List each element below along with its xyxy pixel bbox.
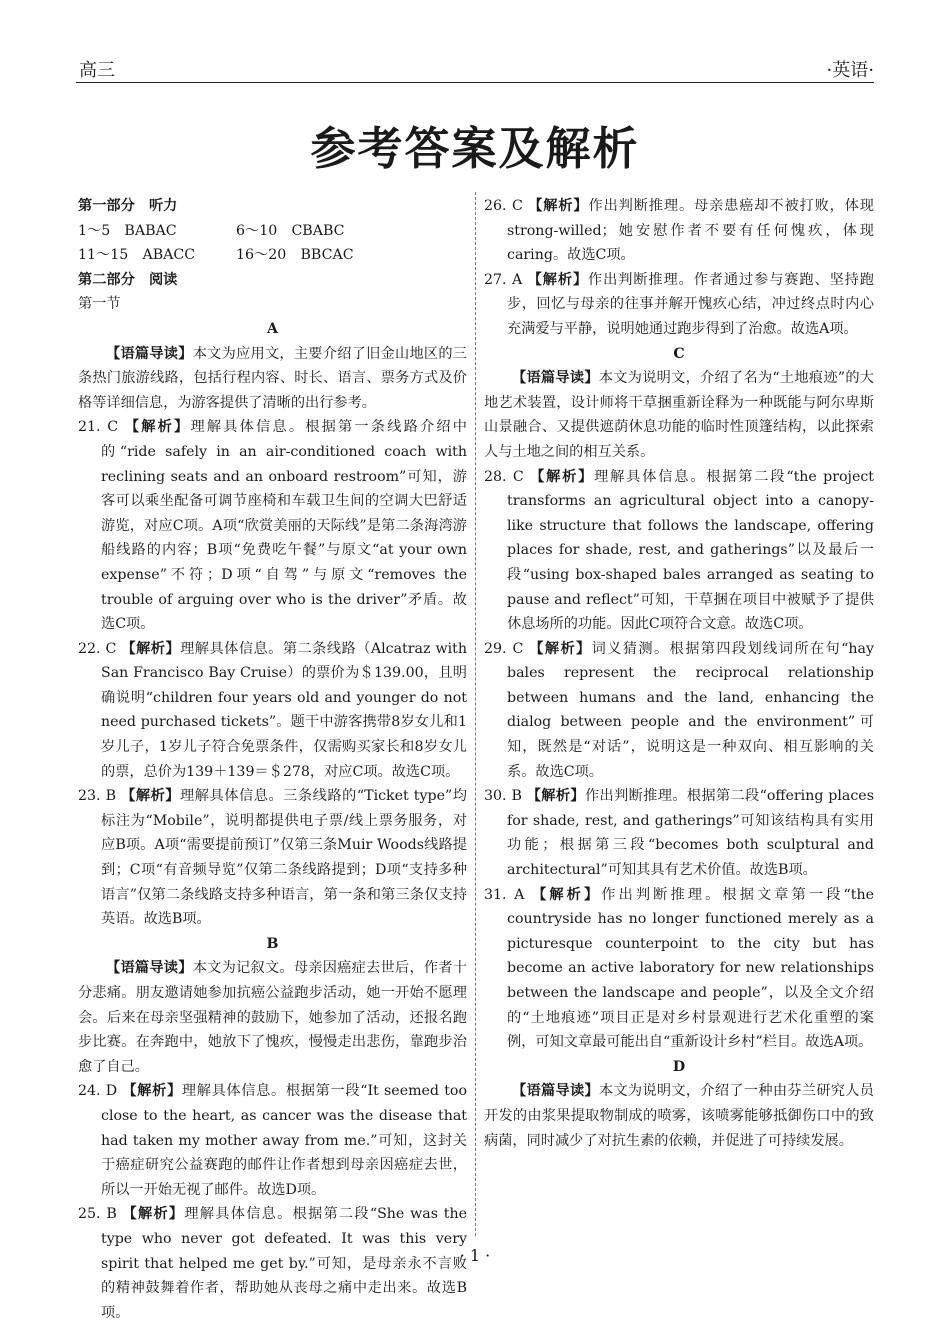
analysis-text: 作出判断推理。根据文章第一段“the countryside has no longer functioned merely as a picturesque counterpoint to the city but has become an active laboratory for new relationships between the landscape and people”，以及全文介绍的“土地痕迹”项目正是对乡村景观进行艺术化重塑的案例，可知文章最可能出自“重新设计乡村”栏目。故选A项。 [507, 886, 874, 1051]
question-24 [78, 1079, 467, 1202]
analysis-tag: 【解析】 [530, 468, 595, 485]
question-number: 22. C [78, 640, 117, 657]
answer-range: 6～10 CBABC [236, 222, 345, 239]
analysis-tag: 【解析】 [526, 788, 585, 805]
guide-tag: 【语篇导读】 [512, 1083, 599, 1100]
answer-range: 1～5 BABAC [78, 222, 177, 239]
guide-text: 本文为应用文，主要介绍了旧金山地区的三条热门旅游线路，包括行程内容、时长、语言、票务方式及价格等详细信息，为游客提供了清晰的出行参考。 [78, 345, 467, 411]
right-column [484, 194, 874, 1153]
analysis-tag: 【解析】 [122, 1206, 185, 1223]
analysis-tag: 【解析】 [529, 640, 592, 657]
analysis-tag: 【解析】 [122, 1083, 182, 1100]
section1-heading: 第一节 [78, 296, 121, 313]
column-divider [475, 192, 476, 1236]
question-30 [484, 784, 874, 882]
answer-range: 11～15 ABACC [78, 247, 196, 264]
question-number: 27. A [484, 271, 523, 288]
question-21 [78, 415, 467, 636]
analysis-text: 理解具体信息。根据第二段“the project transforms an agricultural object into a canopy-like structure that follows the landscape, offering places for shade, rest, and gatherings”以及最后一段“using box-shaped bales arranged as seating to pause and reflect”可知，干草捆在项目中被赋予了提供休息场所的功能。因此C项符合文意。故选C项。 [507, 468, 874, 633]
question-26 [484, 194, 874, 268]
question-28 [484, 465, 874, 637]
question-number: 28. C [484, 468, 524, 485]
question-number: 31. A [484, 886, 525, 903]
answer-row [78, 243, 467, 268]
analysis-text: 作出判断推理。母亲患癌却不被打败，体现strong-willed；她安慰作者不要有任何愧疚，体现caring。故选C项。 [507, 198, 874, 264]
question-number: 25. B [78, 1206, 117, 1223]
header-subject: ·英语· [826, 60, 874, 81]
analysis-tag: 【解析】 [528, 198, 589, 214]
page-number: · 1 · [459, 1246, 491, 1265]
guide-tag: 【语篇导读】 [106, 345, 193, 362]
analysis-text: 理解具体信息。第二条线路（Alcatraz with San Francisco Bay Cruise）的票价为＄139.00，且明确说明“children four years old and younger do not need purchased tickets”。题干中游客携带8岁女儿和1岁儿子，1岁儿子符合免票条件，仅需购买家长和8岁女儿的票，总价为139＋139＝＄278，对应C项。故选C项。 [101, 640, 467, 780]
analysis-tag: 【解析】 [532, 886, 602, 903]
part1-heading: 第一部分 听力 [78, 198, 178, 214]
page-title: 参考答案及解析 [310, 122, 640, 175]
question-number: 24. D [78, 1083, 118, 1100]
question-number: 21. C [78, 419, 119, 436]
analysis-tag: 【解析】 [121, 640, 181, 657]
guide-text: 本文为说明文，介绍了名为“土地痕迹”的大地艺术装置，设计师将干草捆重新诠释为一种既能与阿尔卑斯山景融合、又提供遮荫休息功能的临时性顶篷结构，以此探索人与土地之间的相互关系。 [484, 370, 874, 460]
passage-d-label: D [672, 1058, 686, 1075]
left-column [78, 194, 467, 1325]
question-31 [484, 883, 874, 1055]
guide-text: 本文为记叙文。母亲因癌症去世后，作者十分悲痛。朋友邀请她参加抗癌公益跑步活动，她一开始不愿理会。后来在母亲坚强精神的鼓励下，她参加了活动，还报名跑步比赛。在奔跑中，她放下了愧疚，慢慢走出悲伤，靠跑步治愈了自己。 [78, 960, 467, 1075]
question-29 [484, 637, 874, 785]
passage-d-guide [484, 1079, 874, 1153]
passage-a-guide [78, 342, 467, 416]
question-22 [78, 637, 467, 785]
question-number: 29. C [484, 640, 524, 657]
guide-tag: 【语篇导读】 [512, 370, 599, 387]
question-number: 23. B [78, 788, 117, 805]
guide-text: 本文为说明文，介绍了一种由芬兰研究人员开发的由浆果提取物制成的喷雾，该喷雾能够抵御伤口中的致病菌，同时减少了对抗生素的依赖，并促进了可持续发展。 [484, 1083, 874, 1149]
passage-c-label: C [673, 345, 685, 362]
analysis-text: 理解具体信息。三条线路的“Ticket type”均标注为“Mobile”，说明都提供电子票/线上票务服务，对应B项。A项“需要提前预订”仅第三条Muir Woods线路提到；C项“有音频导览”仅第二条线路提到；D项“支持多种语言”仅第二条线路支持多种语言，第一条和第三条仅支持英语。故选B项。 [101, 788, 467, 928]
answer-range: 16～20 BBCAC [236, 247, 354, 264]
header-rule [76, 82, 874, 83]
guide-tag: 【语篇导读】 [106, 960, 193, 977]
analysis-text: 作出判断推理。作者通过参与赛跑、坚持跑步，回忆与母亲的往事并解开愧疚心结，冲过终点时内心充满爱与平静，说明她通过跑步得到了治愈。故选A项。 [507, 271, 874, 337]
passage-b-label: B [266, 935, 279, 952]
question-23 [78, 784, 467, 932]
question-27 [484, 268, 874, 342]
analysis-tag: 【解析】 [121, 788, 181, 805]
analysis-text: 理解具体信息。根据第一条线路介绍中的“ride safely in an air-conditioned coach with reclining seats and an onboard restroom”可知，游客可以乘坐配备可调节座椅和车载卫生间的空调大巴舒适游览，对应C项。A项“欣赏美丽的天际线”是第二条海湾游船线路的内容；B项“免费吃午餐”与原文“at your own expense”不符；D项“自驾”与原文“removes the trouble of arguing over who is the driver”矛盾。故选C项。 [101, 419, 467, 633]
analysis-text: 理解具体信息。根据第一段“It seemed too close to the heart, as cancer was the disease that had taken my mother away from me.”可知，这封关于癌症研究公益赛跑的邮件让作者想到母亲因癌症去世，所以一开始无视了邮件。故选D项。 [101, 1083, 467, 1198]
analysis-tag: 【解析】 [527, 271, 589, 288]
analysis-text: 词义猜测。根据第四段划线词所在句“hay bales represent the reciprocal relationship between humans and the land, enhancing the dialog between people and the environment”可知，既然是“对话”，说明这是一种双向、相互影响的关系。故选C项。 [507, 640, 874, 780]
analysis-tag: 【解析】 [124, 419, 191, 436]
passage-c-guide [484, 366, 874, 464]
header-grade: 高三 [79, 60, 115, 81]
passage-a-label: A [266, 320, 278, 337]
question-number: 26. C [484, 198, 523, 214]
question-number: 30. B [484, 788, 522, 805]
part2-heading: 第二部分 阅读 [78, 271, 178, 288]
passage-b-guide [78, 956, 467, 1079]
analysis-text: 理解具体信息。根据第二段“She was the type who never got defeated. It was this very spirit that helped me get by.”可知，是母亲永不言败的精神鼓舞着作者，帮助她从丧母之痛中走出来。故选B项。 [101, 1206, 467, 1321]
answer-row [78, 219, 467, 244]
analysis-text: 作出判断推理。根据第二段“offering places for shade, rest, and gatherings”可知该结构具有实用功能；根据第三段“becomes both sculptural and architectural”可知其具有艺术价值。故选B项。 [507, 788, 874, 879]
